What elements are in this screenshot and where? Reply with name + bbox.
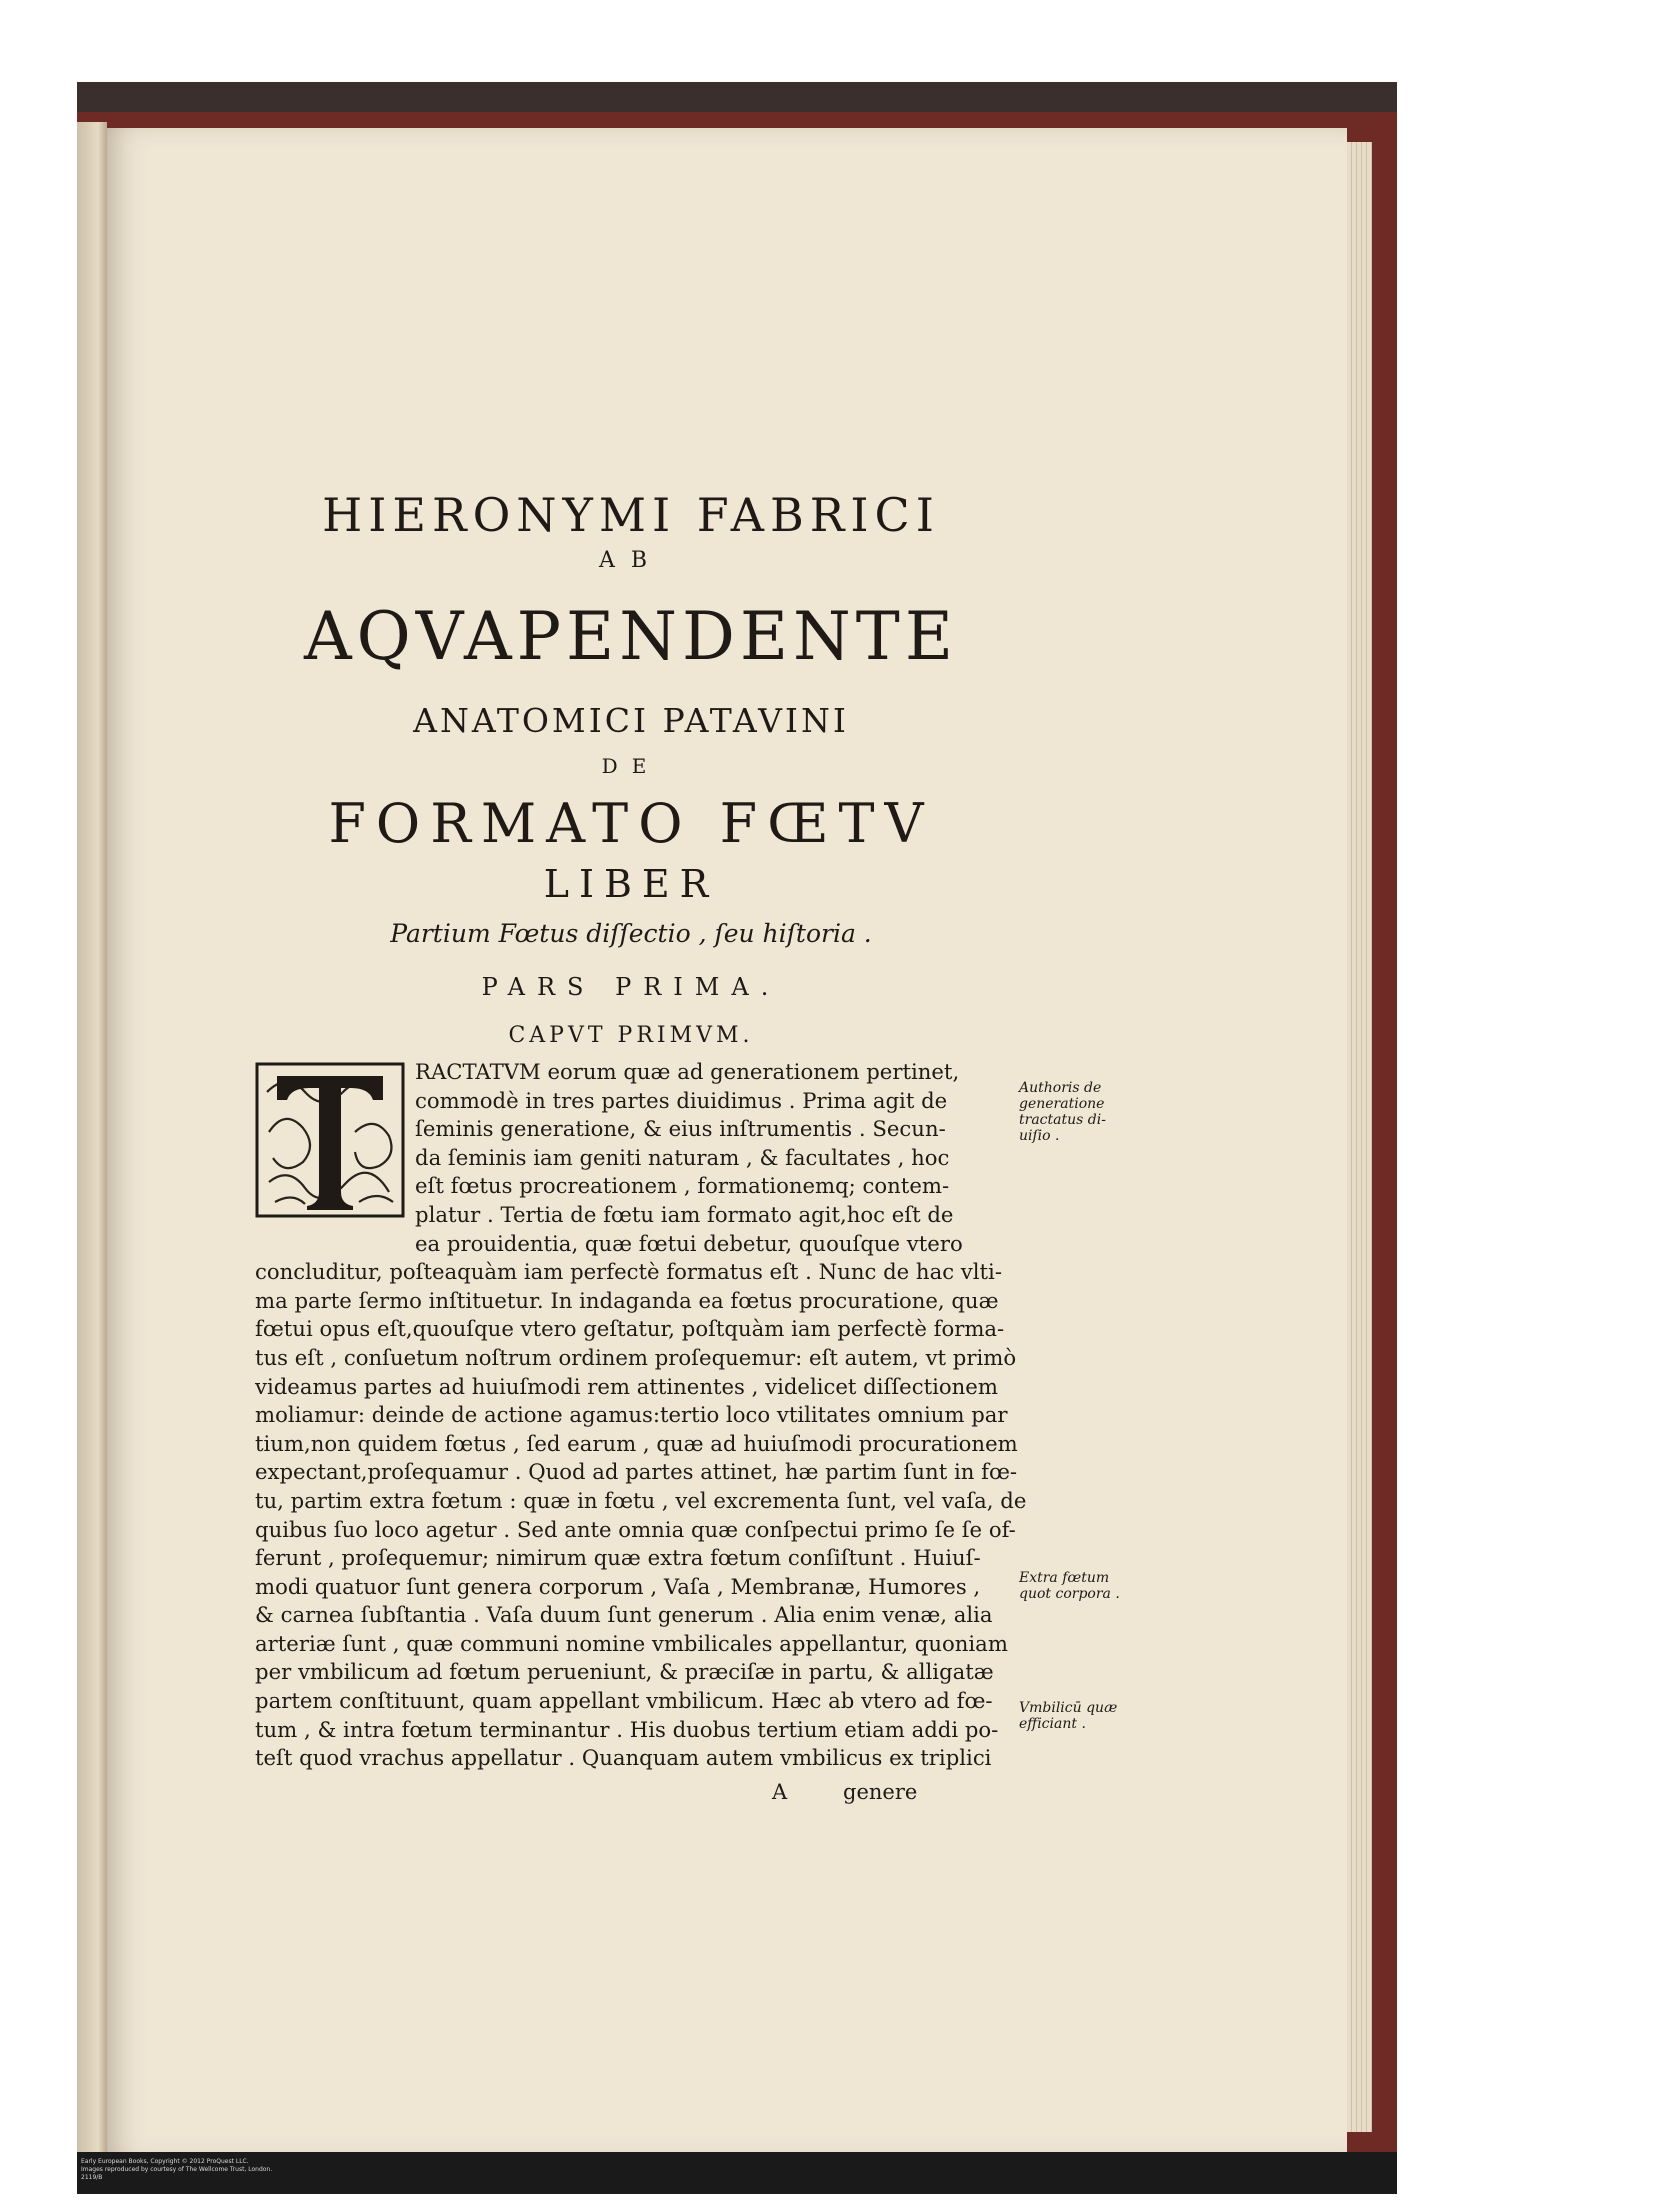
- margin-note-line: efficiant .: [1019, 1716, 1086, 1732]
- left-page-edge: [77, 122, 107, 2152]
- footer-strip: [77, 2152, 1397, 2194]
- body-line: ea prouidentia, quæ fœtui debetur, quouſque vtero: [415, 1230, 963, 1256]
- body-line: da ſeminis iam geniti naturam , & facultates , hoc: [415, 1144, 950, 1170]
- decorated-initial-t: [255, 1062, 405, 1218]
- place-title: AQVAPENDENTE: [304, 598, 958, 675]
- decorated-initial-icon: [255, 1062, 405, 1218]
- catchword: genere: [843, 1780, 918, 1804]
- body-line: tus eſt , conſuetum noſtrum ordinem proſequemur: eſt autem, vt primò: [255, 1344, 1017, 1370]
- body-line: teſt quod vrachus appellatur . Quanquam autem vmbilicus ex triplici: [255, 1745, 992, 1771]
- margin-note-line: tractatus di-: [1019, 1112, 1106, 1128]
- scan-frame: [77, 82, 1397, 2194]
- body-line: ferunt , proſequemur; nimirum quæ extra fœtum conſiſtunt . Huiuſ-: [255, 1545, 981, 1571]
- footer-credits: [81, 2158, 681, 2182]
- body-line: partem conſtituunt, quam appellant vmbilicum. Hæc ab vtero ad fœ-: [255, 1688, 993, 1714]
- body-line: fœtui opus eſt,quouſque vtero geſtatur, poſtquàm iam perfectè forma-: [255, 1316, 1005, 1342]
- body-line: videamus partes ad huiuſmodi rem attinentes , videlicet diſſectionem: [255, 1373, 998, 1399]
- de-line: DE: [601, 754, 661, 778]
- body-line: RACTATVM eorum quæ ad generationem pertinet,: [415, 1059, 960, 1084]
- book-page: [107, 128, 1347, 2158]
- body-line: tu, partim extra fœtum : quæ in fœtu , vel excrementa ſunt, vel vaſa, de: [255, 1487, 1027, 1513]
- margin-note-line: Authoris de: [1019, 1080, 1102, 1096]
- footer-line: Early European Books, Copyright © 2012 ProQuest LLC.: [81, 2158, 249, 2165]
- body-line: quibus ſuo loco agetur . Sed ante omnia quæ conſpectui primo ſe ſe of-: [255, 1516, 1016, 1542]
- pars-heading: PARS PRIMA.: [481, 973, 781, 1001]
- body-line: modi quatuor ſunt genera corporum , Vaſa , Membranæ, Humores ,: [255, 1573, 981, 1599]
- body-line: tium,non quidem fœtus , ſed earum , quæ ad huiuſmodi procurationem: [255, 1430, 1018, 1456]
- margin-note-1: [1019, 1080, 1106, 1144]
- body-line: arteriæ ſunt , quæ communi nomine vmbilicales appellantur, quoniam: [255, 1630, 1008, 1656]
- margin-note-line: Vmbilicū quæ: [1019, 1700, 1118, 1716]
- body-line: concluditur, poſteaquàm iam perfectè formatus eſt . Nunc de hac vlti-: [255, 1259, 1002, 1285]
- body-line: commodè in tres partes diuidimus . Prima agit de: [415, 1087, 948, 1113]
- caput-heading: CAPVT PRIMVM.: [508, 1023, 754, 1048]
- body-line: tum , & intra fœtum terminantur . His duobus tertium etiam addi po-: [255, 1716, 999, 1742]
- margin-note-line: uiſio .: [1019, 1128, 1060, 1144]
- body-line: eſt fœtus procreationem , formationemq; contem-: [415, 1173, 950, 1199]
- margin-note-2: [1019, 1570, 1120, 1602]
- body-line: moliamur: deinde de actione agamus:tertio loco vtilitates omnium par: [255, 1402, 1008, 1428]
- ab-line: AB: [598, 548, 664, 573]
- footer-line: Images reproduced by courtesy of The Wellcome Trust, London.: [81, 2166, 273, 2173]
- margin-note-line: quot corpora .: [1019, 1586, 1120, 1602]
- margin-note-3: [1019, 1700, 1117, 1732]
- margin-note-line: Extra fœtum: [1019, 1570, 1110, 1586]
- body-line: ſeminis generatione, & eius inſtrumentis . Secun-: [415, 1116, 946, 1142]
- anatomici-line: ANATOMICI PATAVINI: [413, 701, 849, 740]
- work-title: FORMATO FŒTV: [328, 792, 934, 855]
- signature-mark: A: [772, 1780, 788, 1804]
- body-line: ma parte ſermo inſtituetur. In indaganda ea fœtus procuratione, quæ: [255, 1287, 999, 1313]
- body-line: platur . Tertia de fœtu iam formato agit,hoc eſt de: [415, 1201, 954, 1227]
- subtitle: Partium Fœtus diſſectio , ſeu hiſtoria .: [390, 919, 872, 948]
- margin-note-line: generatione: [1019, 1096, 1105, 1112]
- footer-line: 2119/B: [81, 2174, 103, 2181]
- author-title: HIERONYMI FABRICI: [322, 488, 940, 542]
- body-line: per vmbilicum ad fœtum perueniunt, & præciſæ in partu, & alligatæ: [255, 1659, 994, 1685]
- body-line: & carnea ſubſtantia . Vaſa duum ſunt generum . Alia enim venæ, alia: [255, 1602, 993, 1628]
- liber-line: LIBER: [543, 862, 719, 906]
- body-line: expectant,proſequamur . Quod ad partes attinet, hæ partim ſunt in fœ-: [255, 1459, 1018, 1485]
